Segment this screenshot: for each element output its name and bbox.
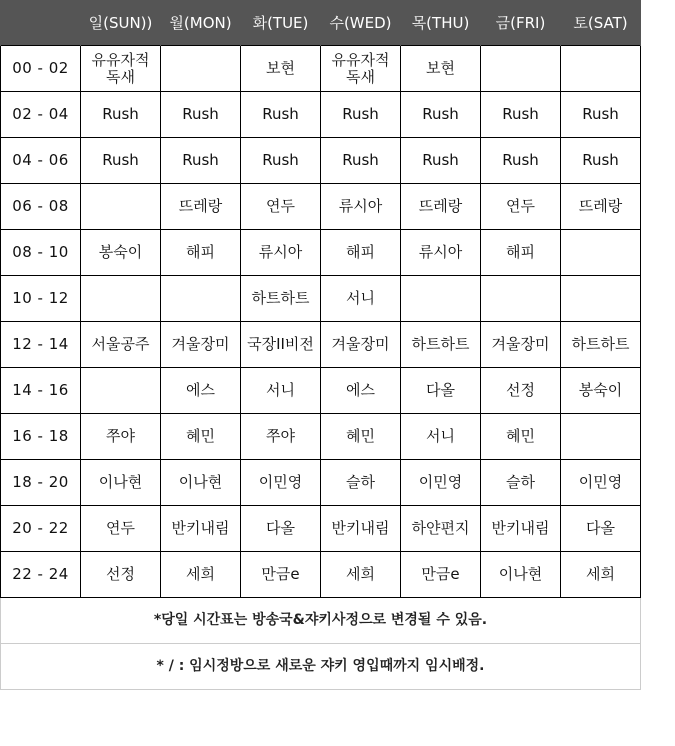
time-slot-label: 18 - 20 [1,460,81,506]
header-day-thu: 목(THU) [401,0,481,46]
schedule-cell-sun: Rush [81,138,161,184]
schedule-cell-sun: 봉숙이 [81,230,161,276]
schedule-cell-tue: 쭈야 [241,414,321,460]
schedule-cell-wed: 유유자적 독새 [321,46,401,92]
schedule-cell-tue: 이민영 [241,460,321,506]
header-corner [1,0,81,46]
schedule-cell-sun: 유유자적 독새 [81,46,161,92]
schedule-cell-wed: 해피 [321,230,401,276]
schedule-row [1,92,641,138]
note-temporary-assignment: * / : 임시정방으로 새로운 쟈키 영입때까지 임시배정. [1,644,641,690]
schedule-cell-tue: 하트하트 [241,276,321,322]
schedule-row [1,276,641,322]
note-schedule-change: *당일 시간표는 방송국&쟈키사정으로 변경될 수 있음. [1,598,641,644]
schedule-cell-sun [81,184,161,230]
schedule-cell-mon: 뜨레랑 [161,184,241,230]
header-day-tue: 화(TUE) [241,0,321,46]
schedule-header [1,0,641,46]
schedule-cell-thu: 류시아 [401,230,481,276]
time-slot-label: 10 - 12 [1,276,81,322]
schedule-cell-tue: Rush [241,138,321,184]
schedule-cell-thu: Rush [401,138,481,184]
schedule-cell-mon: 이나현 [161,460,241,506]
schedule-cell-sat: 뜨레랑 [561,184,641,230]
header-day-sun: 일(SUN)) [81,0,161,46]
time-slot-label: 22 - 24 [1,552,81,598]
schedule-cell-fri: 슬하 [481,460,561,506]
schedule-cell-thu: 이민영 [401,460,481,506]
schedule-cell-wed: 반키내림 [321,506,401,552]
schedule-cell-tue: 보현 [241,46,321,92]
schedule-cell-mon [161,276,241,322]
schedule-cell-wed: Rush [321,92,401,138]
schedule-cell-thu: 뜨레랑 [401,184,481,230]
schedule-cell-sat: 세희 [561,552,641,598]
schedule-cell-wed: 서니 [321,276,401,322]
schedule-cell-wed: 혜민 [321,414,401,460]
schedule-cell-mon: 겨울장미 [161,322,241,368]
schedule-cell-fri: 반키내림 [481,506,561,552]
schedule-cell-sat [561,230,641,276]
schedule-cell-thu: 서니 [401,414,481,460]
schedule-cell-mon: 에스 [161,368,241,414]
schedule-cell-sat: Rush [561,92,641,138]
time-slot-label: 04 - 06 [1,138,81,184]
schedule-cell-thu: Rush [401,92,481,138]
header-day-mon: 월(MON) [161,0,241,46]
schedule-cell-fri: Rush [481,138,561,184]
schedule-cell-wed: 겨울장미 [321,322,401,368]
note-row [1,598,641,644]
schedule-cell-wed: 에스 [321,368,401,414]
schedule-cell-tue: 류시아 [241,230,321,276]
schedule-cell-sat: Rush [561,138,641,184]
time-slot-label: 00 - 02 [1,46,81,92]
schedule-cell-sat [561,46,641,92]
schedule-cell-fri: 이나현 [481,552,561,598]
schedule-cell-sun: 선정 [81,552,161,598]
schedule-cell-sun: Rush [81,92,161,138]
schedule-cell-sun: 연두 [81,506,161,552]
schedule-cell-tue: 다올 [241,506,321,552]
schedule-cell-fri [481,46,561,92]
schedule-cell-sun [81,368,161,414]
schedule-body [1,46,641,598]
schedule-cell-sun: 서울공주 [81,322,161,368]
schedule-cell-thu: 보현 [401,46,481,92]
time-slot-label: 16 - 18 [1,414,81,460]
schedule-cell-thu: 하트하트 [401,322,481,368]
schedule-row [1,460,641,506]
schedule-cell-tue: 국장II비전 [241,322,321,368]
schedule-cell-sun: 쭈야 [81,414,161,460]
header-row [1,0,641,46]
header-day-wed: 수(WED) [321,0,401,46]
schedule-cell-mon: 혜민 [161,414,241,460]
schedule-cell-mon: 반키내림 [161,506,241,552]
schedule-row [1,552,641,598]
schedule-cell-thu: 하얀편지 [401,506,481,552]
schedule-cell-sat: 다올 [561,506,641,552]
header-day-fri: 금(FRI) [481,0,561,46]
schedule-cell-tue: Rush [241,92,321,138]
schedule-row [1,506,641,552]
schedule-cell-wed: 슬하 [321,460,401,506]
schedule-cell-mon: Rush [161,138,241,184]
time-slot-label: 14 - 16 [1,368,81,414]
schedule-row [1,230,641,276]
schedule-cell-mon: 해피 [161,230,241,276]
time-slot-label: 20 - 22 [1,506,81,552]
schedule-row [1,138,641,184]
schedule-cell-mon [161,46,241,92]
time-slot-label: 06 - 08 [1,184,81,230]
schedule-cell-sat [561,414,641,460]
schedule-cell-tue: 만금e [241,552,321,598]
note-row [1,644,641,690]
time-slot-label: 08 - 10 [1,230,81,276]
schedule-cell-wed: Rush [321,138,401,184]
schedule-cell-sun [81,276,161,322]
schedule-cell-fri: 선정 [481,368,561,414]
time-slot-label: 02 - 04 [1,92,81,138]
schedule-row [1,46,641,92]
schedule-cell-mon: 세희 [161,552,241,598]
schedule-cell-wed: 세희 [321,552,401,598]
schedule-cell-wed: 류시아 [321,184,401,230]
schedule-row [1,322,641,368]
schedule-row [1,184,641,230]
schedule-row [1,414,641,460]
schedule-cell-fri: 연두 [481,184,561,230]
schedule-cell-thu [401,276,481,322]
schedule-cell-tue: 서니 [241,368,321,414]
schedule-cell-mon: Rush [161,92,241,138]
schedule-cell-sat: 하트하트 [561,322,641,368]
schedule-cell-sun: 이나현 [81,460,161,506]
schedule-notes [1,598,641,690]
schedule-cell-fri: Rush [481,92,561,138]
header-day-sat: 토(SAT) [561,0,641,46]
schedule-cell-fri: 혜민 [481,414,561,460]
schedule-cell-sat: 이민영 [561,460,641,506]
schedule-cell-fri: 해피 [481,230,561,276]
time-slot-label: 12 - 14 [1,322,81,368]
schedule-cell-fri [481,276,561,322]
schedule-cell-sat [561,276,641,322]
schedule-cell-tue: 연두 [241,184,321,230]
schedule-cell-thu: 다올 [401,368,481,414]
schedule-cell-fri: 겨울장미 [481,322,561,368]
schedule-cell-sat: 봉숙이 [561,368,641,414]
schedule-row [1,368,641,414]
schedule-cell-thu: 만금e [401,552,481,598]
